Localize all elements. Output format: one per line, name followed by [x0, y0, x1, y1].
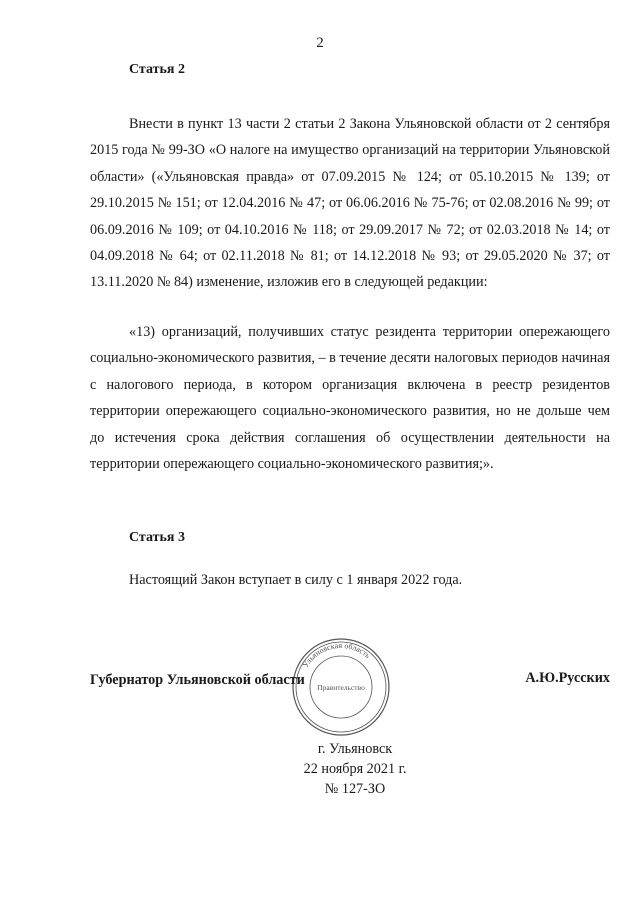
article-3-heading: Статья 3	[129, 530, 185, 545]
governor-title: Губернатор Ульяновской области	[90, 672, 305, 688]
article-2-paragraph-1: Внести в пункт 13 части 2 статьи 2 Закона Ульяновской области от 2 сентября 2015 года № 99-ЗО «О налоге на имущество организаций на территории Ульяновской области» («Ульяновская правда» от 07.09.2015 № 124; от 05.10.2015 № 139; от 29.10.2015 № 151; от 12.04.2016 № 47; от 06.06.2016 № 75-76; от 02.08.2016 № 99; от 06.09.2016 № 109; от 04.10.2016 № 118; от 29.09.2017 № 72; от 02.03.2018 № 14; от 04.09.2018 № 64; от 02.11.2018 № 81; от 14.12.2018 № 93; от 29.05.2020 № 37; от 13.11.2020 № 84) изменение, изложив его в следующей редакции:	[90, 116, 610, 291]
footer-date: 22 ноября 2021 г.	[303, 761, 407, 777]
official-seal-stamp	[290, 636, 392, 738]
svg-text:Ульяновская область	[301, 641, 373, 669]
article-3-paragraph: Настоящий Закон вступает в силу с 1 января 2022 года.	[129, 572, 463, 588]
article-2-heading: Статья 2	[129, 62, 185, 77]
seal-ring-text: Ульяновская область	[300, 640, 373, 670]
signer-name: А.Ю.Русских	[525, 670, 610, 686]
page-number: 2	[316, 35, 324, 51]
article-2-paragraph-2: «13) организаций, получивших статус резидента территории опережающего социально-экономического развития, – в течение десяти налоговых периодов начиная с налогового периода, в котором организация включена в реестр резидентов территории опережающего социально-экономического развития, но не дольше чем до истечения срока действия соглашения об осуществлении деятельности на территории опережающего социально-экономического развития;».	[90, 324, 610, 473]
seal-inner-text: Правительство	[317, 683, 365, 692]
footer-city: г. Ульяновск	[317, 741, 393, 757]
footer-law-number: № 127-ЗО	[324, 781, 386, 797]
